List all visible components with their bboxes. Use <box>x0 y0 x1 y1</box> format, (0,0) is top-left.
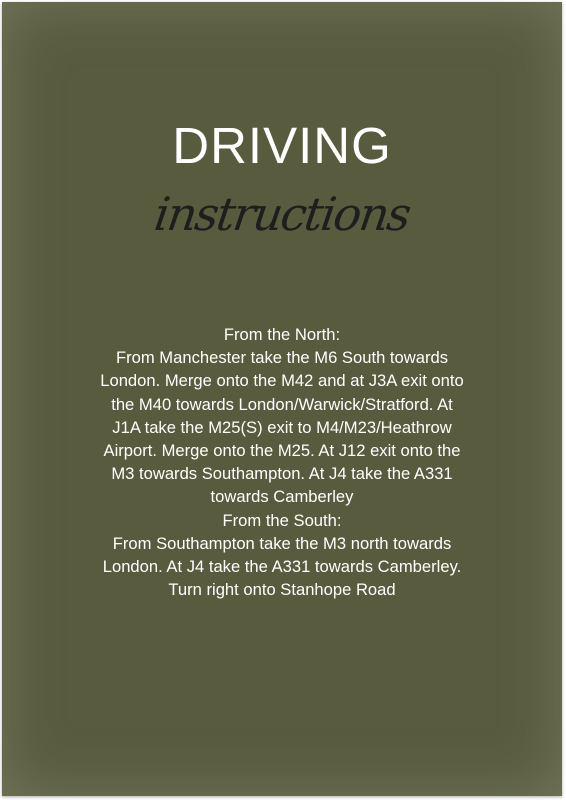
north-line: London. Merge onto the M42 and at J3A exit onto <box>100 371 464 391</box>
directions-text <box>62 323 502 601</box>
north-line: Airport. Merge onto the M25. At J12 exit onto the <box>103 441 461 461</box>
driving-instructions-card <box>2 2 562 796</box>
south-heading: From the South: <box>222 510 342 530</box>
north-line: J1A take the M25(S) exit to M4/M23/Heathrow <box>112 417 452 437</box>
north-line: M3 towards Southampton. At J4 take the A331 <box>111 464 453 484</box>
north-line: towards Camberley <box>210 487 354 507</box>
south-line: From Southampton take the M3 north towards <box>112 533 452 553</box>
title: DRIVING <box>172 117 392 174</box>
south-line: Turn right onto Stanhope Road <box>168 580 396 600</box>
south-line: London. At J4 take the A331 towards Camberley. <box>102 557 462 577</box>
north-line: the M40 towards London/Warwick/Stratford. At <box>111 394 453 414</box>
script-subtitle: instructions <box>151 187 413 241</box>
north-heading: From the North: <box>223 325 341 344</box>
north-line: From Manchester take the M6 South towards <box>115 348 449 368</box>
